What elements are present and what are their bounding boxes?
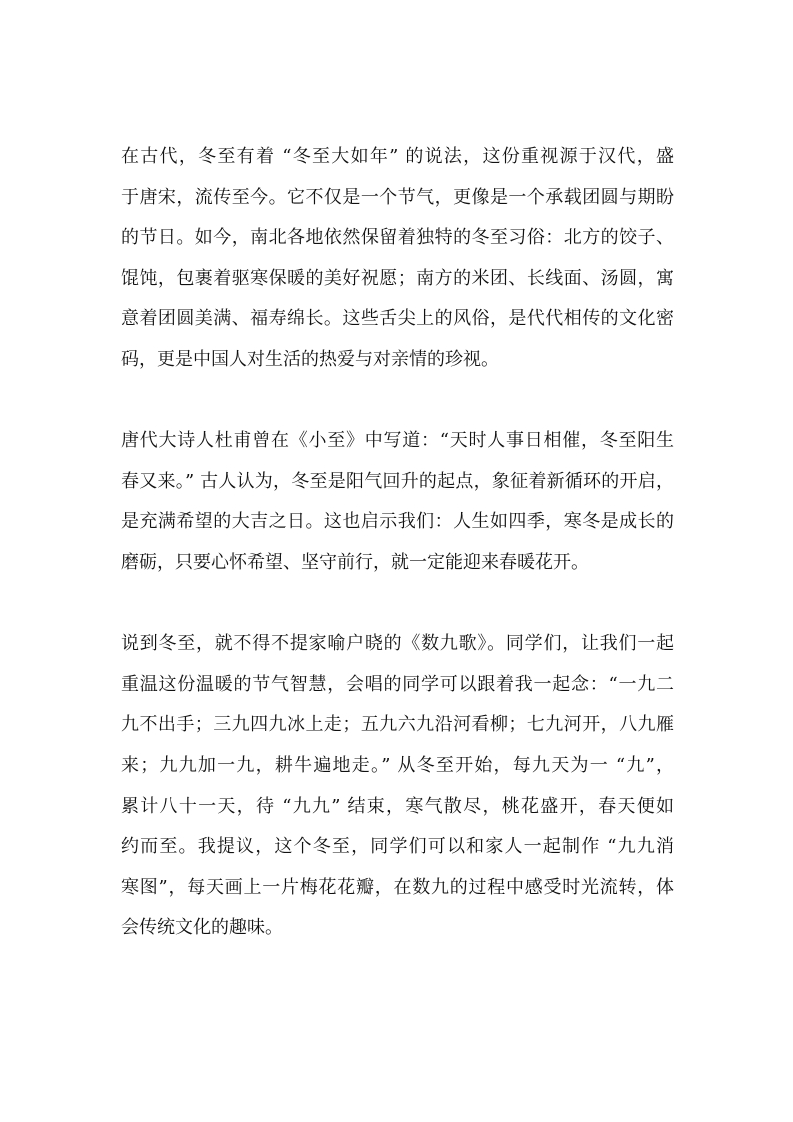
paragraph-3-line-3: 九不出手；三九四九冰上走；五九六九沿河看柳；七九河开，八九雁 (121, 714, 674, 736)
paragraph-2-line-1: 唐代大诗人杜甫曾在《小至》中写道：“天时人事日相催，冬至阳生 (121, 430, 674, 452)
paragraph-1-line-1: 在古代，冬至有着 “冬至大如年” 的说法，这份重视源于汉代，盛 (121, 146, 674, 167)
paragraph-2-line-3: 是充满希望的大吉之日。这也启示我们：人生如四季，寒冬是成长的 (121, 511, 674, 533)
paragraph-3-line-5: 累计八十一天，待 “九九” 结束，寒气散尽，桃花盛开，春天便如 (121, 795, 674, 817)
paragraph-1-line-5: 意着团圆美满、福寿绵长。这些舌尖上的风俗，是代代相传的文化密 (121, 308, 674, 330)
paragraph-3-line-4: 来；九九加一九，耕牛遍地走。” 从冬至开始，每九天为一 “九”， (121, 754, 675, 776)
paragraph-3-line-7: 寒图”，每天画上一片梅花花瓣，在数九的过程中感受时光流转，体 (121, 876, 674, 898)
paragraph-2-line-2: 春又来。” 古人认为，冬至是阳气回升的起点，象征着新循环的开启， (121, 470, 674, 492)
paragraph-spacer (121, 584, 674, 625)
paragraph-3-line-2: 重温这份温暖的节气智慧，会唱的同学可以跟着我一起念：“一九二 (121, 673, 674, 695)
paragraph-3-line-1: 说到冬至，就不得不提家喻户晓的《数九歌》。同学们，让我们一起 (121, 633, 674, 655)
paragraph-spacer (121, 381, 674, 422)
paragraph-3 (121, 624, 674, 949)
paragraph-1-line-2: 于唐宋，流传至今。它不仅是一个节气，更像是一个承载团圆与期盼 (121, 186, 674, 208)
paragraph-2 (121, 421, 674, 583)
paragraph-1-line-4: 馄饨，包裹着驱寒保暖的美好祝愿；南方的米团、长线面、汤圆，寓 (121, 267, 674, 289)
paragraph-2-line-4: 磨砺，只要心怀希望、坚守前行，就一定能迎来春暖花开。 (121, 551, 589, 573)
paragraph-3-line-8: 会传统文化的趣味。 (121, 917, 283, 939)
paragraph-1-line-6: 码，更是中国人对生活的热爱与对亲情的珍视。 (121, 348, 499, 370)
paragraph-3-line-6: 约而至。我提议，这个冬至，同学们可以和家人一起制作 “九九消 (121, 836, 674, 858)
paragraph-1 (121, 137, 674, 381)
paragraph-1-line-3: 的节日。如今，南北各地依然保留着独特的冬至习俗：北方的饺子、 (121, 227, 674, 249)
document-page (121, 137, 674, 949)
